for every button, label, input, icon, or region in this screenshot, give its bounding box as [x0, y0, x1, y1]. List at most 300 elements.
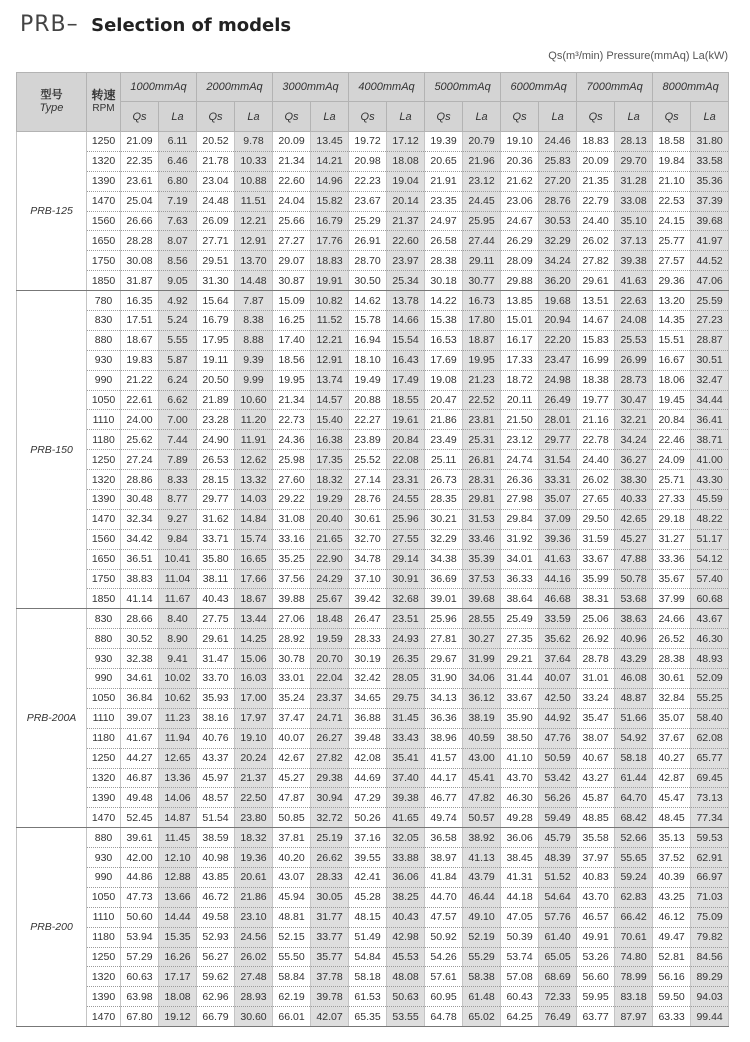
la-cell: 33.31	[539, 470, 577, 490]
rpm-cell: 1850	[87, 271, 121, 291]
qs-cell: 18.38	[577, 370, 615, 390]
la-cell: 36.06	[387, 867, 425, 887]
la-cell: 66.42	[615, 907, 653, 927]
la-cell: 45.41	[463, 768, 501, 788]
qs-cell: 61.53	[349, 987, 387, 1007]
la-cell: 43.29	[615, 649, 653, 669]
la-cell: 31.99	[463, 649, 501, 669]
rpm-cell: 1180	[87, 728, 121, 748]
qs-cell: 16.25	[273, 311, 311, 331]
la-cell: 29.70	[615, 151, 653, 171]
la-cell: 19.36	[235, 848, 273, 868]
la-cell: 21.37	[387, 211, 425, 231]
la-cell: 9.27	[159, 509, 197, 529]
qs-cell: 31.47	[197, 649, 235, 669]
la-cell: 29.75	[387, 688, 425, 708]
qs-cell: 27.65	[577, 490, 615, 510]
qs-cell: 25.52	[349, 450, 387, 470]
la-cell: 32.47	[691, 370, 729, 390]
la-cell: 18.08	[159, 987, 197, 1007]
qs-cell: 28.35	[425, 490, 463, 510]
la-cell: 21.37	[235, 768, 273, 788]
la-cell: 40.33	[615, 490, 653, 510]
qs-cell: 32.29	[425, 529, 463, 549]
qs-cell: 49.74	[425, 808, 463, 828]
la-cell: 54.12	[691, 549, 729, 569]
qs-cell: 50.26	[349, 808, 387, 828]
la-cell: 31.77	[311, 907, 349, 927]
rpm-cell: 1470	[87, 808, 121, 828]
la-cell: 37.53	[463, 569, 501, 589]
la-cell: 6.11	[159, 132, 197, 152]
la-cell: 29.77	[539, 430, 577, 450]
la-cell: 48.93	[691, 649, 729, 669]
la-cell: 8.77	[159, 490, 197, 510]
la-cell: 23.37	[311, 688, 349, 708]
la-cell: 48.39	[539, 848, 577, 868]
la-cell: 35.36	[691, 171, 729, 191]
qs-cell: 44.69	[349, 768, 387, 788]
qs-cell: 43.27	[577, 768, 615, 788]
la-cell: 14.48	[235, 271, 273, 291]
qs-cell: 28.15	[197, 470, 235, 490]
qs-cell: 22.73	[273, 410, 311, 430]
model-cell: PRB-200A	[17, 609, 87, 828]
la-cell: 22.63	[615, 291, 653, 311]
qs-cell: 37.10	[349, 569, 387, 589]
qs-cell: 20.84	[653, 410, 691, 430]
la-cell: 65.77	[691, 748, 729, 768]
la-cell: 13.32	[235, 470, 273, 490]
qs-cell: 21.91	[425, 171, 463, 191]
la-cell: 73.13	[691, 788, 729, 808]
la-cell: 19.29	[311, 490, 349, 510]
qs-cell: 21.86	[425, 410, 463, 430]
la-cell: 32.05	[387, 828, 425, 848]
qs-cell: 26.73	[425, 470, 463, 490]
la-cell: 30.77	[463, 271, 501, 291]
rpm-cell: 1390	[87, 171, 121, 191]
qs-cell: 30.08	[121, 251, 159, 271]
qs-cell: 38.96	[425, 728, 463, 748]
qs-cell: 47.05	[501, 907, 539, 927]
la-cell: 23.51	[387, 609, 425, 629]
la-cell: 19.68	[539, 291, 577, 311]
qs-cell: 21.09	[121, 132, 159, 152]
rpm-cell: 1320	[87, 151, 121, 171]
la-cell: 48.87	[615, 688, 653, 708]
qs-cell: 33.36	[653, 549, 691, 569]
qs-subheader: Qs	[577, 102, 615, 132]
la-cell: 26.99	[615, 350, 653, 370]
la-subheader: La	[691, 102, 729, 132]
qs-cell: 24.00	[121, 410, 159, 430]
qs-cell: 41.67	[121, 728, 159, 748]
la-cell: 68.42	[615, 808, 653, 828]
qs-cell: 25.06	[577, 609, 615, 629]
la-cell: 20.14	[387, 191, 425, 211]
la-cell: 54.64	[539, 887, 577, 907]
qs-cell: 48.85	[577, 808, 615, 828]
la-cell: 26.35	[387, 649, 425, 669]
table-row	[17, 151, 729, 171]
qs-cell: 29.21	[501, 649, 539, 669]
la-cell: 61.40	[539, 927, 577, 947]
la-cell: 41.97	[691, 231, 729, 251]
qs-cell: 28.38	[425, 251, 463, 271]
qs-cell: 33.71	[197, 529, 235, 549]
qs-cell: 30.87	[273, 271, 311, 291]
qs-cell: 15.38	[425, 311, 463, 331]
qs-cell: 37.16	[349, 828, 387, 848]
table-row	[17, 390, 729, 410]
la-cell: 79.82	[691, 927, 729, 947]
la-cell: 11.94	[159, 728, 197, 748]
rpm-cell: 830	[87, 311, 121, 331]
qs-cell: 29.77	[197, 490, 235, 510]
qs-cell: 41.84	[425, 867, 463, 887]
la-cell: 12.65	[159, 748, 197, 768]
table-row	[17, 450, 729, 470]
model-cell: PRB-125	[17, 132, 87, 291]
la-cell: 22.90	[311, 549, 349, 569]
qs-cell: 58.18	[349, 967, 387, 987]
qs-cell: 26.09	[197, 211, 235, 231]
qs-cell: 23.35	[425, 191, 463, 211]
qs-subheader: Qs	[501, 102, 539, 132]
qs-cell: 15.51	[653, 330, 691, 350]
la-subheader: La	[387, 102, 425, 132]
la-cell: 11.67	[159, 589, 197, 609]
qs-cell: 31.01	[577, 669, 615, 689]
la-cell: 22.52	[463, 390, 501, 410]
units-legend	[548, 50, 728, 62]
qs-cell: 19.83	[121, 350, 159, 370]
qs-cell: 56.60	[577, 967, 615, 987]
la-cell: 33.08	[615, 191, 653, 211]
qs-cell: 42.00	[121, 848, 159, 868]
pressure-header: 7000mmAq	[577, 73, 653, 102]
la-cell: 34.06	[463, 669, 501, 689]
la-cell: 9.84	[159, 529, 197, 549]
la-cell: 35.62	[539, 629, 577, 649]
qs-cell: 25.71	[653, 470, 691, 490]
type-label-en: Type	[39, 102, 64, 114]
rpm-label-en: RPM	[92, 103, 115, 114]
la-cell: 30.51	[691, 350, 729, 370]
qs-cell: 18.72	[501, 370, 539, 390]
qs-cell: 38.11	[197, 569, 235, 589]
qs-cell: 37.81	[273, 828, 311, 848]
qs-cell: 17.51	[121, 311, 159, 331]
qs-cell: 29.07	[273, 251, 311, 271]
la-cell: 46.08	[615, 669, 653, 689]
qs-cell: 19.77	[577, 390, 615, 410]
la-cell: 10.88	[235, 171, 273, 191]
qs-cell: 47.57	[425, 907, 463, 927]
la-cell: 36.41	[691, 410, 729, 430]
qs-cell: 37.47	[273, 708, 311, 728]
qs-cell: 34.78	[349, 549, 387, 569]
la-cell: 40.07	[539, 669, 577, 689]
qs-cell: 15.09	[273, 291, 311, 311]
la-cell: 55.29	[463, 947, 501, 967]
qs-cell: 32.84	[653, 688, 691, 708]
qs-cell: 63.33	[653, 1007, 691, 1027]
qs-cell: 38.50	[501, 728, 539, 748]
rpm-cell: 1050	[87, 887, 121, 907]
la-cell: 12.10	[159, 848, 197, 868]
la-cell: 11.04	[159, 569, 197, 589]
qs-cell: 24.36	[273, 430, 311, 450]
la-cell: 28.13	[615, 132, 653, 152]
qs-cell: 27.75	[197, 609, 235, 629]
qs-cell: 38.16	[197, 708, 235, 728]
qs-cell: 26.02	[577, 231, 615, 251]
qs-cell: 28.70	[349, 251, 387, 271]
la-cell: 53.55	[387, 1007, 425, 1027]
qs-cell: 28.28	[121, 231, 159, 251]
qs-cell: 35.13	[653, 828, 691, 848]
qs-cell: 40.83	[577, 867, 615, 887]
qs-cell: 19.84	[653, 151, 691, 171]
la-cell: 32.29	[539, 231, 577, 251]
qs-cell: 41.57	[425, 748, 463, 768]
rpm-cell: 1180	[87, 927, 121, 947]
la-cell: 20.70	[311, 649, 349, 669]
la-cell: 7.63	[159, 211, 197, 231]
qs-cell: 34.13	[425, 688, 463, 708]
table-row	[17, 251, 729, 271]
qs-cell: 22.61	[121, 390, 159, 410]
table-row	[17, 987, 729, 1007]
qs-cell: 26.36	[501, 470, 539, 490]
la-cell: 15.74	[235, 529, 273, 549]
la-cell: 84.56	[691, 947, 729, 967]
la-cell: 29.11	[463, 251, 501, 271]
la-cell: 22.60	[387, 231, 425, 251]
rpm-cell: 880	[87, 629, 121, 649]
la-cell: 31.45	[387, 708, 425, 728]
la-cell: 24.56	[235, 927, 273, 947]
rpm-cell: 1050	[87, 390, 121, 410]
la-cell: 35.07	[539, 490, 577, 510]
la-cell: 38.92	[463, 828, 501, 848]
la-cell: 16.26	[159, 947, 197, 967]
la-cell: 14.87	[159, 808, 197, 828]
qs-cell: 25.04	[121, 191, 159, 211]
la-cell: 23.47	[539, 350, 577, 370]
table-row	[17, 330, 729, 350]
la-cell: 25.34	[387, 271, 425, 291]
la-cell: 58.18	[615, 748, 653, 768]
table-row	[17, 370, 729, 390]
qs-cell: 21.35	[577, 171, 615, 191]
table-row	[17, 848, 729, 868]
qs-cell: 33.67	[501, 688, 539, 708]
qs-cell: 27.60	[273, 470, 311, 490]
la-cell: 30.47	[615, 390, 653, 410]
pressure-header: 3000mmAq	[273, 73, 349, 102]
qs-cell: 40.67	[577, 748, 615, 768]
qs-cell: 37.52	[653, 848, 691, 868]
la-cell: 47.88	[615, 549, 653, 569]
qs-cell: 57.61	[425, 967, 463, 987]
la-cell: 51.17	[691, 529, 729, 549]
la-cell: 38.25	[387, 887, 425, 907]
qs-cell: 28.66	[121, 609, 159, 629]
qs-cell: 18.58	[653, 132, 691, 152]
qs-cell: 63.98	[121, 987, 159, 1007]
qs-cell: 42.41	[349, 867, 387, 887]
qs-cell: 46.57	[577, 907, 615, 927]
qs-cell: 29.84	[501, 509, 539, 529]
qs-cell: 16.79	[197, 311, 235, 331]
qs-cell: 38.59	[197, 828, 235, 848]
la-cell: 56.26	[539, 788, 577, 808]
la-cell: 40.96	[615, 629, 653, 649]
la-cell: 16.73	[463, 291, 501, 311]
qs-cell: 23.28	[197, 410, 235, 430]
la-cell: 24.08	[615, 311, 653, 331]
table-row	[17, 808, 729, 828]
qs-cell: 16.53	[425, 330, 463, 350]
pressure-header: 6000mmAq	[501, 73, 577, 102]
la-cell: 12.21	[311, 330, 349, 350]
qs-cell: 15.78	[349, 311, 387, 331]
la-cell: 42.07	[311, 1007, 349, 1027]
la-cell: 14.96	[311, 171, 349, 191]
la-cell: 14.06	[159, 788, 197, 808]
la-cell: 76.49	[539, 1007, 577, 1027]
la-cell: 7.44	[159, 430, 197, 450]
la-cell: 46.44	[463, 887, 501, 907]
la-cell: 26.27	[311, 728, 349, 748]
rpm-cell: 1650	[87, 231, 121, 251]
qs-cell: 37.67	[653, 728, 691, 748]
la-cell: 9.99	[235, 370, 273, 390]
la-cell: 5.24	[159, 311, 197, 331]
qs-cell: 57.08	[501, 967, 539, 987]
rpm-cell: 1320	[87, 470, 121, 490]
la-cell: 31.80	[691, 132, 729, 152]
la-cell: 99.44	[691, 1007, 729, 1027]
rpm-cell: 1560	[87, 211, 121, 231]
la-cell: 12.62	[235, 450, 273, 470]
qs-cell: 52.45	[121, 808, 159, 828]
la-cell: 34.24	[539, 251, 577, 271]
qs-cell: 38.45	[501, 848, 539, 868]
qs-cell: 30.19	[349, 649, 387, 669]
qs-cell: 21.22	[121, 370, 159, 390]
la-cell: 25.95	[463, 211, 501, 231]
la-cell: 62.83	[615, 887, 653, 907]
la-cell: 13.36	[159, 768, 197, 788]
qs-cell: 34.01	[501, 549, 539, 569]
qs-cell: 25.62	[121, 430, 159, 450]
qs-cell: 53.74	[501, 947, 539, 967]
qs-cell: 37.97	[577, 848, 615, 868]
la-cell: 17.00	[235, 688, 273, 708]
la-cell: 24.55	[387, 490, 425, 510]
la-cell: 65.05	[539, 947, 577, 967]
la-cell: 19.91	[311, 271, 349, 291]
qs-cell: 28.86	[121, 470, 159, 490]
qs-cell: 31.08	[273, 509, 311, 529]
la-cell: 24.98	[539, 370, 577, 390]
qs-cell: 29.36	[653, 271, 691, 291]
qs-cell: 42.87	[653, 768, 691, 788]
la-cell: 39.36	[539, 529, 577, 549]
qs-cell: 27.57	[653, 251, 691, 271]
qs-cell: 25.29	[349, 211, 387, 231]
qs-cell: 46.72	[197, 887, 235, 907]
qs-cell: 29.61	[197, 629, 235, 649]
qs-cell: 54.84	[349, 947, 387, 967]
qs-cell: 32.70	[349, 529, 387, 549]
qs-cell: 13.20	[653, 291, 691, 311]
qs-cell: 34.61	[121, 669, 159, 689]
la-cell: 36.12	[463, 688, 501, 708]
rpm-cell: 1110	[87, 708, 121, 728]
la-cell: 65.02	[463, 1007, 501, 1027]
rpm-column-header	[87, 73, 121, 132]
qs-cell: 36.84	[121, 688, 159, 708]
qs-subheader: Qs	[349, 102, 387, 132]
qs-cell: 21.34	[273, 390, 311, 410]
qs-cell: 30.52	[121, 629, 159, 649]
qs-cell: 43.85	[197, 867, 235, 887]
la-cell: 36.27	[615, 450, 653, 470]
la-cell: 42.65	[615, 509, 653, 529]
table-row	[17, 430, 729, 450]
qs-cell: 25.49	[501, 609, 539, 629]
rpm-cell: 1050	[87, 688, 121, 708]
qs-cell: 30.61	[653, 669, 691, 689]
rpm-cell: 930	[87, 350, 121, 370]
la-cell: 19.95	[463, 350, 501, 370]
pressure-header: 5000mmAq	[425, 73, 501, 102]
la-cell: 33.88	[387, 848, 425, 868]
qs-cell: 19.08	[425, 370, 463, 390]
la-cell: 48.22	[691, 509, 729, 529]
qs-cell: 35.67	[653, 569, 691, 589]
la-cell: 19.59	[311, 629, 349, 649]
la-cell: 24.93	[387, 629, 425, 649]
la-cell: 37.40	[387, 768, 425, 788]
qs-cell: 54.26	[425, 947, 463, 967]
qs-cell: 39.55	[349, 848, 387, 868]
qs-cell: 26.58	[425, 231, 463, 251]
rpm-cell: 1390	[87, 490, 121, 510]
la-cell: 45.27	[615, 529, 653, 549]
qs-cell: 36.06	[501, 828, 539, 848]
qs-cell: 18.56	[273, 350, 311, 370]
qs-cell: 28.38	[653, 649, 691, 669]
la-cell: 20.84	[387, 430, 425, 450]
qs-cell: 49.28	[501, 808, 539, 828]
qs-cell: 31.30	[197, 271, 235, 291]
qs-cell: 20.36	[501, 151, 539, 171]
qs-cell: 20.09	[273, 132, 311, 152]
la-cell: 50.63	[387, 987, 425, 1007]
rpm-cell: 1250	[87, 132, 121, 152]
rpm-cell: 1750	[87, 569, 121, 589]
la-cell: 11.45	[159, 828, 197, 848]
la-cell: 25.31	[463, 430, 501, 450]
qs-cell: 38.07	[577, 728, 615, 748]
qs-cell: 14.22	[425, 291, 463, 311]
